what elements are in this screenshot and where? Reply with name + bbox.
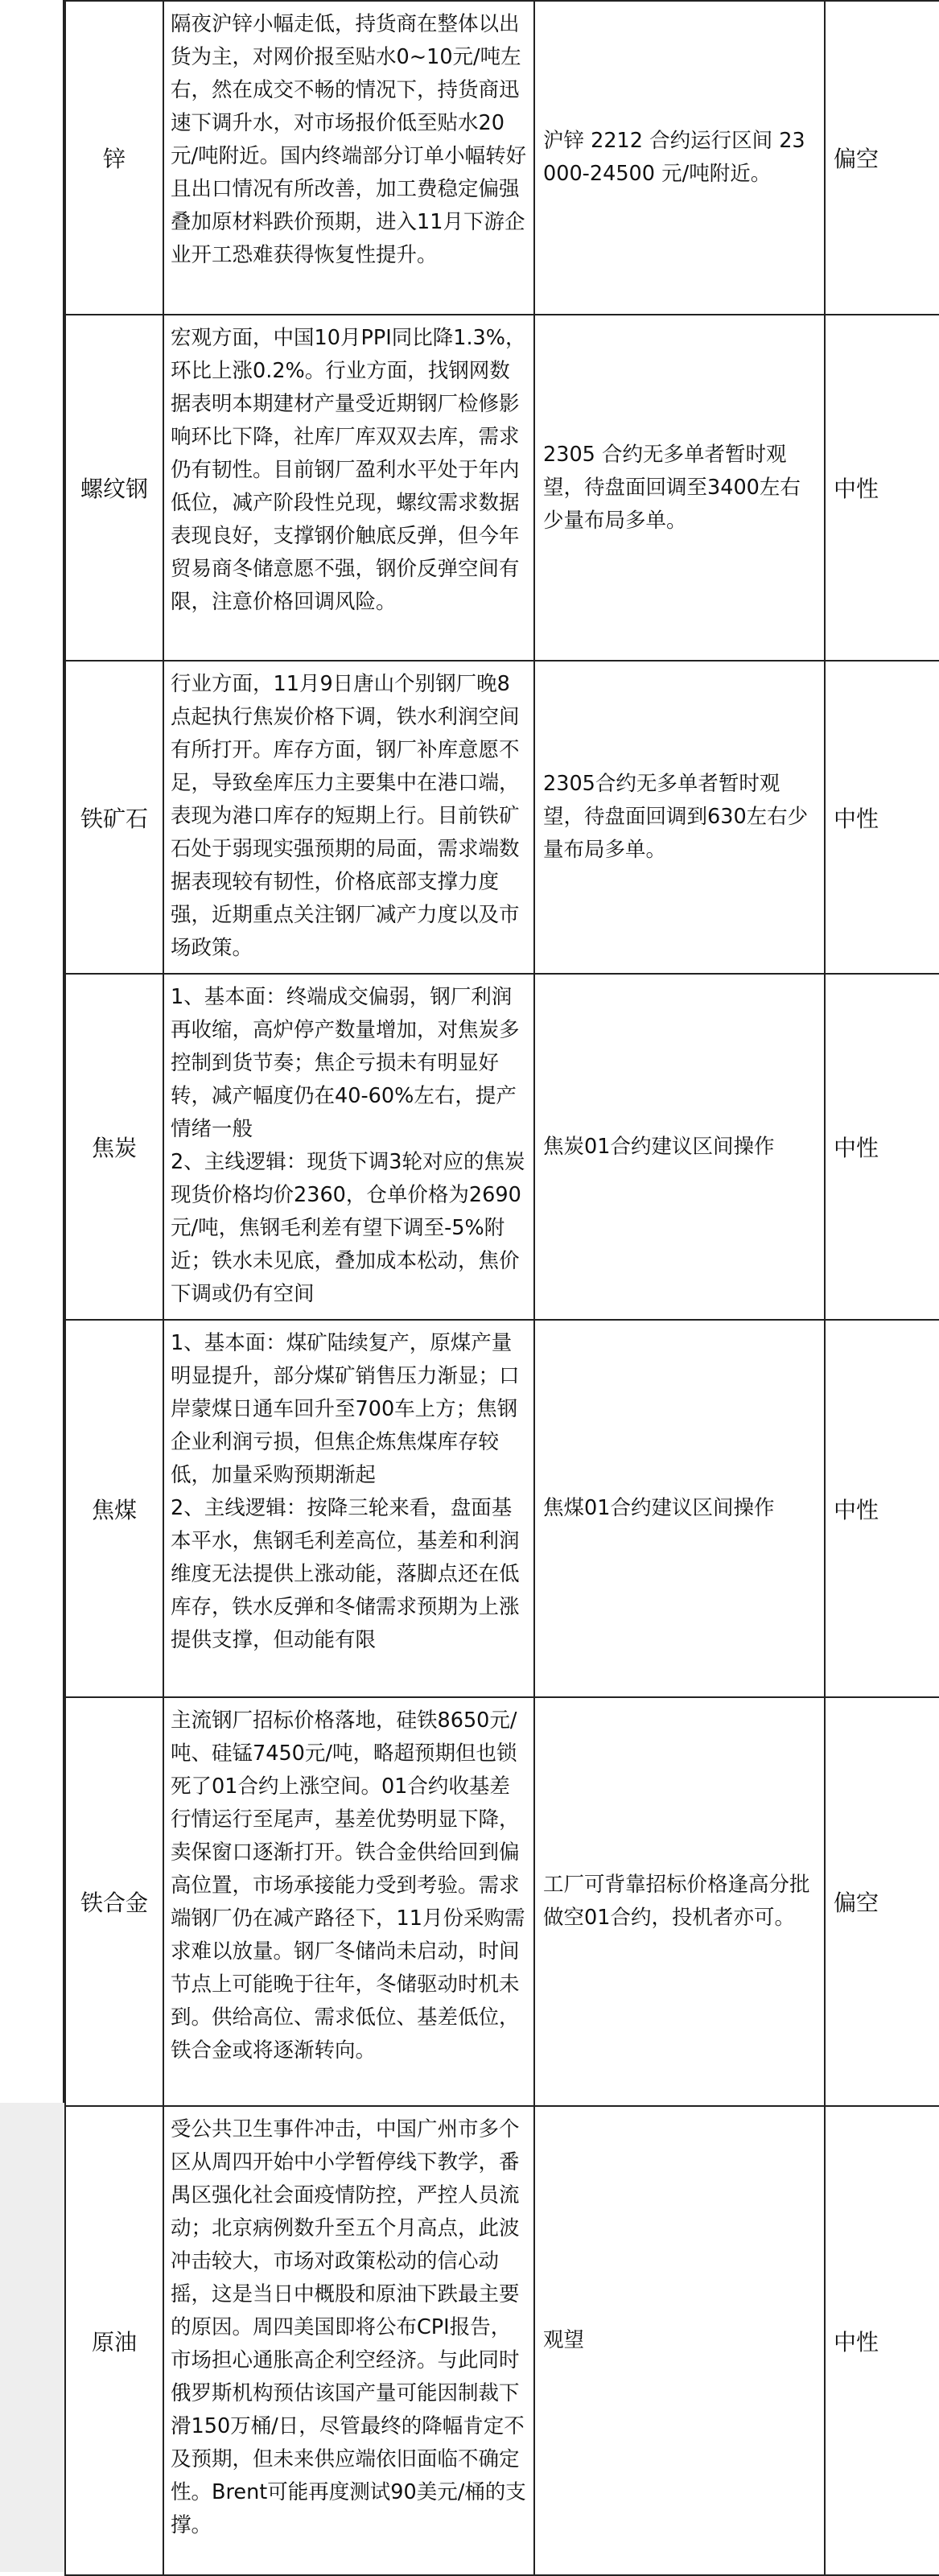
analysis-text: 隔夜沪锌小幅走低，持货商在整体以出货为主，对网价报至贴水0~10元/吨左右，然在成交不畅的情况下，持货商迅速下调升水，对市场报价低至贴水20元/吨附近。国内终端部分订单小幅转好且出口情况有所改善，加工费稳定偏强叠加原材料跌价预期，进入11月下游企业开工恐难获得恢复性提升。	[171, 12, 527, 267]
strategy-cell: 2305 合约无多单者暂时观望，待盘面回调至3400左右少量布局多单。	[534, 315, 825, 661]
commodity-name: 铁矿石	[65, 661, 163, 974]
left-band-lower	[0, 2103, 64, 2572]
table-row	[65, 1, 939, 315]
commodity-name: 焦炭	[65, 974, 163, 1320]
left-band-upper	[0, 0, 64, 2103]
view-cell: 中性	[825, 661, 939, 974]
analysis-cell	[163, 1697, 534, 2106]
left-margin-band	[0, 0, 64, 2572]
table-row	[65, 315, 939, 661]
strategy-cell: 焦煤01合约建议区间操作	[534, 1320, 825, 1697]
analysis-point: 1、基本面：终端成交偏弱，钢厂利润再收缩，高炉停产数量增加，对焦炭多控制到货节奏；焦企亏损未有明显好转，减产幅度仍在40-60%左右，提产情绪一般	[171, 985, 520, 1141]
analysis-cell	[163, 315, 534, 661]
analysis-text: 宏观方面，中国10月PPI同比降1.3%，环比上涨0.2%。行业方面，找钢网数据表明本期建材产量受近期钢厂检修影响环比下降，社库厂库双双去库，需求仍有韧性。目前钢厂盈利水平处于年内低位，减产阶段性兑现，螺纹需求数据表现良好，支撑钢价触底反弹，但今年贸易商冬储意愿不强，钢价反弹空间有限，注意价格回调风险。	[171, 326, 526, 614]
strategy-cell: 观望	[534, 2106, 825, 2575]
table-row	[65, 1320, 939, 1697]
analysis-text: 行业方面，11月9日唐山个别钢厂晚8点起执行焦炭价格下调，铁水利润空间有所打开。库存方面，钢厂补库意愿不足，导致垒库压力主要集中在港口端，表现为港口库存的短期上行。目前铁矿石处于弱现实强预期的局面，需求端数据表现较有韧性，价格底部支撑力度强，近期重点关注钢厂减产力度以及市场政策。	[171, 672, 520, 960]
strategy-cell: 工厂可背靠招标价格逢高分批做空01合约，投机者亦可。	[534, 1697, 825, 2106]
analysis-point: 2、主线逻辑：按降三轮来看，盘面基本平水，焦钢毛利差高位，基差和利润维度无法提供上涨动能，落脚点还在低库存，铁水反弹和冬储需求预期为上涨提供支撑，但动能有限	[171, 1496, 520, 1652]
commodity-name: 原油	[65, 2106, 163, 2575]
view-cell: 中性	[825, 1320, 939, 1697]
analysis-text: 主流钢厂招标价格落地，硅铁8650元/吨、硅锰7450元/吨，略超预期但也锁死了01合约上涨空间。01合约收基差行情运行至尾声，基差优势明显下降，卖保窗口逐渐打开。铁合金供给回到偏高位置，市场承接能力受到考验。需求端钢厂仍在减产路径下，11月份采购需求难以放量。钢厂冬储尚未启动，时间节点上可能晚于往年，冬储驱动时机未到。供给高位、需求低位、基差低位，铁合金或将逐渐转向。	[171, 1708, 525, 2063]
view-cell: 中性	[825, 315, 939, 661]
commodity-name: 焦煤	[65, 1320, 163, 1697]
commodity-name: 螺纹钢	[65, 315, 163, 661]
strategy-cell: 沪锌 2212 合约运行区间 23000-24500 元/吨附近。	[534, 1, 825, 315]
analysis-text: 受公共卫生事件冲击，中国广州市多个区从周四开始中小学暂停线下教学，番禺区强化社会面疫情防控，严控人员流动；北京病例数升至五个月高点，此波冲击较大，市场对政策松动的信心动摇，这是当日中概股和原油下跌最主要的原因。周四美国即将公布CPI报告，市场担心通胀高企利空经济。与此同时俄罗斯机构预估该国产量可能因制裁下滑150万桶/日，尽管最终的降幅肯定不及预期，但未来供应端依旧面临不确定性。Brent可能再度测试90美元/桶的支撑。	[171, 2117, 526, 2537]
analysis-point: 1、基本面：煤矿陆续复产，原煤产量明显提升，部分煤矿销售压力渐显；口岸蒙煤日通车回升至700车上方；焦钢企业利润亏损，但焦企炼焦煤库存较低，加量采购预期渐起	[171, 1331, 520, 1487]
analysis-cell	[163, 661, 534, 974]
strategy-cell: 2305合约无多单者暂时观望，待盘面回调到630左右少量布局多单。	[534, 661, 825, 974]
strategy-table	[64, 0, 939, 2576]
view-cell: 偏空	[825, 1, 939, 315]
analysis-cell	[163, 974, 534, 1320]
strategy-cell: 焦炭01合约建议区间操作	[534, 974, 825, 1320]
analysis-cell	[163, 2106, 534, 2575]
table-row	[65, 2106, 939, 2575]
analysis-cell	[163, 1320, 534, 1697]
table-row	[65, 974, 939, 1320]
view-cell: 中性	[825, 2106, 939, 2575]
view-cell: 偏空	[825, 1697, 939, 2106]
view-cell: 中性	[825, 974, 939, 1320]
commodity-name: 铁合金	[65, 1697, 163, 2106]
analysis-cell	[163, 1, 534, 315]
analysis-point: 2、主线逻辑：现货下调3轮对应的焦炭现货价格均价2360，仓单价格为2690元/吨，焦钢毛利差有望下调至-5%附近；铁水未见底，叠加成本松动，焦价下调或仍有空间	[171, 1150, 525, 1306]
table-row	[65, 1697, 939, 2106]
table-row	[65, 661, 939, 974]
commodity-name: 锌	[65, 1, 163, 315]
